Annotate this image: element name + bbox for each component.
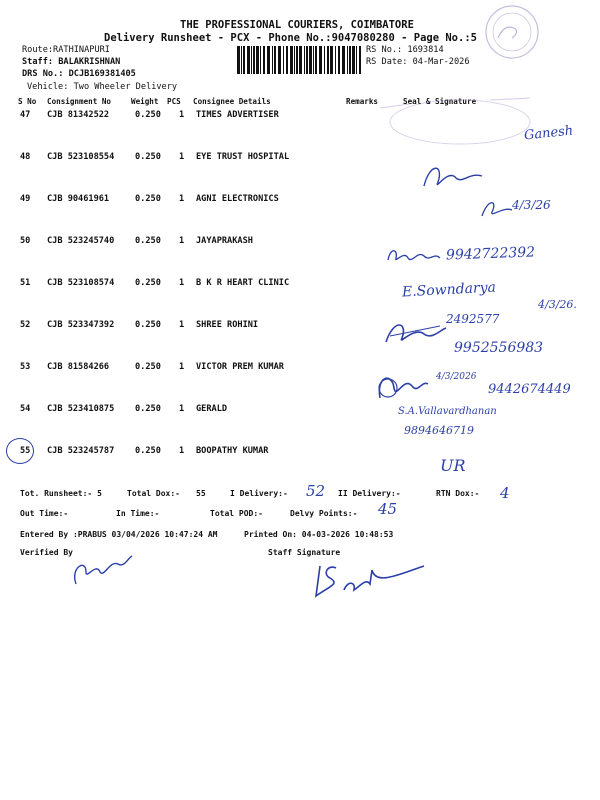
drs-line [22,69,136,79]
signature-row53 [372,368,432,408]
row-54-weight: 0.250 [135,404,161,414]
row-54-sno: 54 [20,404,31,414]
total-dox-value: 55 [196,489,206,498]
row-52-consignee: SHREE ROHINI [196,320,259,330]
row-50-consignee: JAYAPRAKASH [196,236,253,246]
row-48-consignee: EYE TRUST HOSPITAL [196,152,290,162]
company-name: THE PROFESSIONAL COURIERS, COIMBATORE [180,19,414,31]
staff-value: BALAKRISHNAN [58,57,121,67]
staff-signature [300,556,430,606]
rs-date-line [366,57,470,67]
row-49-consignee: AGNI ELECTRONICS [196,194,279,204]
row-51-sno: 51 [20,278,31,288]
route-label: Route: [22,45,54,55]
row-49-pcs: 1 [179,194,185,204]
stamp-remarks [370,90,540,150]
row-51-consignee: B K R HEART CLINIC [196,278,290,288]
col-sno: S No [18,97,37,106]
hw-row52-number: 2492577 [446,312,500,326]
hw-row53-date: 4/3/2026 [436,372,477,382]
stamp-top-right [470,2,550,62]
rtn-dox-label: RTN Dox:- [436,489,480,498]
hw-row54-phone: 9894646719 [404,424,474,437]
row-55-consignment: CJB 523245787 [47,446,115,456]
row-47-consignment: CJB 81342522 [47,110,110,120]
row-47-pcs: 1 [179,110,185,120]
row-53-consignment: CJB 81584266 [47,362,110,372]
row-55-sno: 55 [20,446,31,456]
col-consignment: Consignment No [47,97,112,106]
ii-delivery-label: II Delivery:- [338,489,401,498]
row-48-consignment: CJB 523108554 [47,152,115,162]
rs-date-value: 04-Mar-2026 [412,57,470,67]
hw-row50-phone: 9942722392 [445,244,536,264]
row-48-weight: 0.250 [135,152,161,162]
tamil-name-row50 [384,244,444,268]
col-weight: Weight [131,97,159,106]
row-52-pcs: 1 [179,320,185,330]
row-54-consignee: GERALD [196,404,228,414]
hw-row51-name: E.Sowndarya [401,279,497,301]
hw-row53-phone: 9442674449 [488,382,571,397]
row-50-sno: 50 [20,236,31,246]
row-52-sno: 52 [20,320,31,330]
hw-row47-name: Ganesh [523,123,574,144]
route-line [22,45,110,55]
delvy-points-label: Delvy Points:- [290,509,358,518]
hw-row52-phone: 9952556983 [454,340,544,356]
row-54-consignment: CJB 523410875 [47,404,115,414]
row-55-pcs: 1 [179,446,185,456]
row-53-sno: 53 [20,362,31,372]
total-pod-label: Total POD:- [210,509,263,518]
hw-delvy-points-value: 45 [378,500,398,518]
route-value: RATHINAPURI [53,45,110,55]
col-seal: Seal & Signature [403,97,477,106]
row-48-sno: 48 [20,152,31,162]
barcode [236,46,362,74]
row-53-weight: 0.250 [135,362,161,372]
row-50-pcs: 1 [179,236,185,246]
tot-runsheet: Tot. Runsheet:- 5 [20,489,102,498]
rs-date-label: RS Date: [366,57,408,67]
entered-by: Entered By :PRABUS 03/04/2026 10:47:24 AM [20,530,218,539]
hw-rtn-value: 4 [500,484,510,502]
vehicle-line [27,82,177,92]
vehicle-value: Two Wheeler Delivery [73,82,178,92]
vehicle-label: Vehicle: [27,82,69,92]
row-51-consignment: CJB 523108574 [47,278,115,288]
printed-on: Printed On: 04-03-2026 10:48:53 [244,530,394,539]
col-pcs: PCS [167,97,181,106]
staff-label: Staff: [22,57,54,67]
hw-i-delivery-value: 52 [306,482,326,500]
row-49-consignment: CJB 90461961 [47,194,110,204]
rs-no-label: RS No.: [366,45,403,55]
signature-row48 [418,158,488,198]
row-55-consignee: BOOPATHY KUMAR [196,446,269,456]
row-54-pcs: 1 [179,404,185,414]
in-time-label: In Time:- [116,509,160,518]
row-47-consignee: TIMES ADVERTISER [196,110,279,120]
staff-signature-label: Staff Signature [268,548,341,557]
rs-no-line [366,45,444,55]
row-48-pcs: 1 [179,152,185,162]
hw-row55-initials: UR [440,456,466,475]
total-dox-label: Total Dox:- [127,489,180,498]
out-time-label: Out Time:- [20,509,69,518]
row-47-weight: 0.250 [135,110,161,120]
hw-row51-date: 4/3/26. [538,298,577,311]
row-52-consignment: CJB 523347392 [47,320,115,330]
row-55-weight: 0.250 [135,446,161,456]
drs-label: DRS No.: [22,69,64,79]
hw-row49-date: 4/3/26 [512,198,551,212]
row-47-sno: 47 [20,110,31,120]
row-53-pcs: 1 [179,362,185,372]
staff-line [22,57,120,67]
col-consignee: Consignee Details [193,97,271,106]
verified-signature [66,550,136,590]
col-remarks: Remarks [346,97,379,106]
row-49-weight: 0.250 [135,194,161,204]
hw-row54-name: S.A.Vallavardhanan [398,406,497,417]
row-51-pcs: 1 [179,278,185,288]
verified-by-label: Verified By [20,548,73,557]
row-52-weight: 0.250 [135,320,161,330]
i-delivery-label: I Delivery:- [230,489,288,498]
row-49-sno: 49 [20,194,31,204]
signature-row52 [380,316,450,350]
row-53-consignee: VICTOR PREM KUMAR [196,362,284,372]
row-50-consignment: CJB 523245740 [47,236,115,246]
rs-no-value: 1693814 [407,45,444,55]
row-50-weight: 0.250 [135,236,161,246]
row-51-weight: 0.250 [135,278,161,288]
drs-value: DCJB169381405 [68,69,136,79]
runsheet-title: Delivery Runsheet - PCX - Phone No.:9047080280 - Page No.:5 [104,32,477,44]
